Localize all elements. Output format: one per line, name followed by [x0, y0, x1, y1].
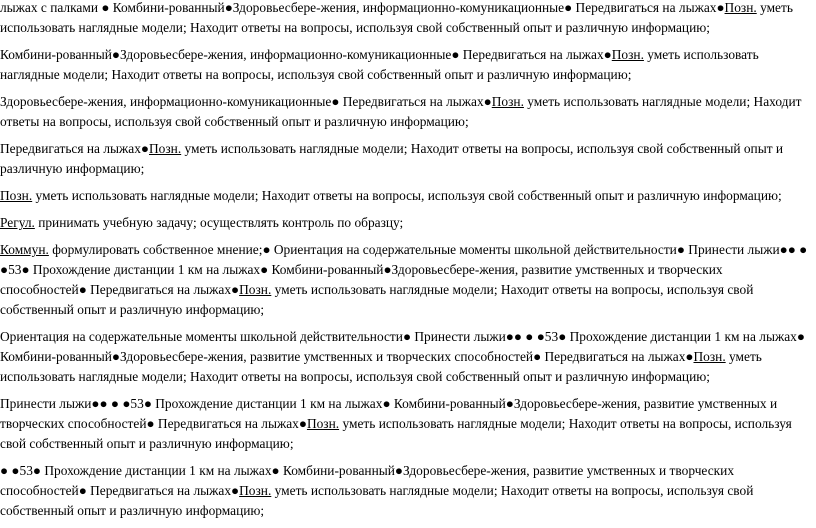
paragraph — [0, 92, 812, 132]
competency-label: Позн. — [0, 188, 33, 203]
paragraph-text: формулировать собственное мнение;● Ориентация на содержательные моменты школьной действительности● Принести лыжи●● ● ●53● Прохождение дистанции 1 км на лыжах● Комбини-рованный●Здоровьесбере-жения, развитие умственных и творческих способностей● Передвигаться на лыжах● — [0, 242, 808, 297]
paragraph-text: уметь использовать наглядные модели; Находит ответы на вопросы, используя свой собственный опыт и различную информацию; — [0, 0, 793, 35]
paragraph-text: принимать учебную задачу; осуществлять контроль по образцу; — [34, 215, 404, 230]
paragraph-text: уметь использовать наглядные модели; Находит ответы на вопросы, используя свой собственный опыт и различную информацию; — [0, 416, 792, 451]
paragraph — [0, 461, 812, 521]
competency-label: Регул. — [0, 215, 35, 230]
paragraph-text: Ориентация на содержательные моменты школьной действительности● Принести лыжи●● ● ●53● Прохождение дистанции 1 км на лыжах● Комбини-рованный●Здоровьесбере-жения, развитие умственных и творческих способностей● Передвигаться на лыжах● — [0, 329, 805, 364]
competency-label: Позн. — [306, 416, 340, 431]
paragraph-text: ● ●53● Прохождение дистанции 1 км на лыжах● Комбини-рованный●Здоровьесбере-жения, развитие умственных и творческих способностей● Передвигаться на лыжах● — [0, 463, 735, 498]
competency-label: Позн. — [491, 94, 524, 109]
paragraph-text: Комбини-рованный●Здоровьесбере-жения, информационно-комуникационные● Передвигаться на лыжах● — [0, 47, 612, 62]
competency-label: Позн. — [724, 0, 757, 15]
paragraph — [0, 0, 812, 38]
paragraph-text: Принести лыжи●● ● ●53● Прохождение дистанции 1 км на лыжах● Комбини-рованный●Здоровьесбере-жения, развитие умственных и творческих способностей● Передвигаться на лыжах● — [0, 396, 778, 431]
paragraph — [0, 186, 812, 206]
paragraph — [0, 240, 812, 320]
paragraph — [0, 327, 812, 387]
paragraph-text: уметь использовать наглядные модели; Находит ответы на вопросы, используя свой собственный опыт и различную информацию; — [32, 188, 782, 203]
paragraph-text: уметь использовать наглядные модели; Находит ответы на вопросы, используя свой собственный опыт и различную информацию; — [0, 483, 754, 518]
paragraph — [0, 45, 812, 85]
paragraph-text: Передвигаться на лыжах● — [0, 141, 149, 156]
competency-label: Позн. — [149, 141, 182, 156]
competency-label: Коммун. — [0, 242, 49, 257]
paragraph-text: уметь использовать наглядные модели; Находит ответы на вопросы, используя свой собственный опыт и различную информацию; — [0, 282, 754, 317]
paragraph-text: уметь использовать наглядные модели; Находит ответы на вопросы, используя свой собственный опыт и различную информацию; — [0, 141, 784, 176]
paragraph-text: уметь использовать наглядные модели; Находит ответы на вопросы, используя свой собственный опыт и различную информацию; — [0, 47, 759, 82]
paragraph-text: Здоровьесбере-жения, информационно-комуникационные● Передвигаться на лыжах● — [0, 94, 492, 109]
paragraph — [0, 213, 812, 233]
competency-label: Позн. — [611, 47, 644, 62]
paragraph — [0, 139, 812, 179]
paragraph-text: уметь использовать наглядные модели; Находит ответы на вопросы, используя свой собственный опыт и различную информацию; — [0, 94, 802, 129]
competency-label: Позн. — [239, 483, 272, 498]
competency-label: Позн. — [693, 349, 726, 364]
paragraph-text: уметь использовать наглядные модели; Находит ответы на вопросы, используя свой собственный опыт и различную информацию; — [0, 349, 762, 384]
paragraph-text: лыжах с палками ● Комбини-рованный●Здоровьесбере-жения, информационно-комуникационные● Передвигаться на лыжах● — [0, 0, 725, 15]
competency-label: Позн. — [239, 282, 272, 297]
paragraph — [0, 394, 812, 454]
